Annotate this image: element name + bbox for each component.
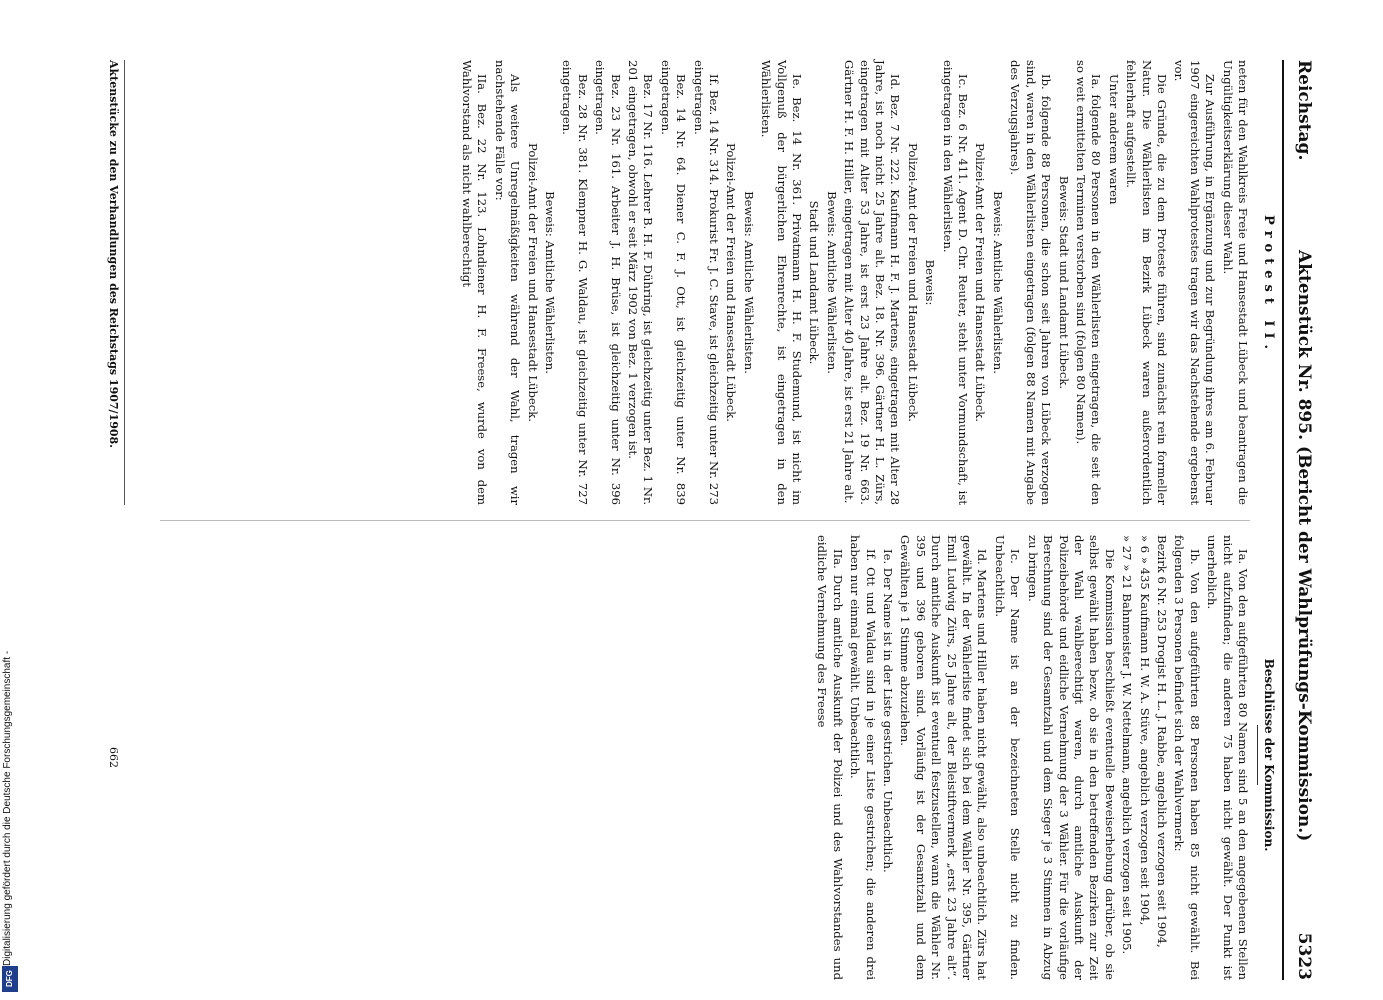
paragraph: Als weitere Unregelmäßigkeiten während der Wahl, tragen wir nachstehende Fälle vor: (492, 60, 523, 505)
paragraph: IIa. Durch amtliche Auskunft der Polizei und des Wahlvorstandes und eidliche Vernehmung des Freese (815, 535, 845, 980)
paragraph: Bez. 23 Nr. 161. Arbeiter J. H. Brüse, ist gleichzeitig unter Nr. 396 eingetragen. (593, 60, 623, 505)
footer-page-number: 662 (107, 747, 120, 768)
paragraph: Polizei-Amt der Freien und Hansestadt Lübeck. (525, 143, 540, 422)
paragraph: Die Gründe, die zu dem Proteste führen, sind zunächst rein formeller Natur. Die Wählerlisten im Bezirk Lübeck waren außerordentlich fehlerhaft aufgestellt. (1124, 60, 1169, 505)
paragraph: Ia. folgende 80 Personen in den Wählerlisten eingetragen, die seit den so weit ermittelten Terminen verstorben sind (folgen 80 Namen). (1073, 60, 1104, 505)
document-page (80, 60, 1320, 980)
paragraph: If. Ott und Waldau sind in je einer Liste gestrichen; die anderen drei haben nur einmal gewählt. Unbeachtlich. (848, 535, 878, 980)
paragraph: Zur Ausführung, in Ergänzung und zur Begründung ihres am 6. Februar 1907 eingereichten Wahlprotestes tragen wir das Nachstehende ergebenst vor. (1172, 60, 1218, 505)
page-number: 5323 (1294, 932, 1314, 980)
paragraph: Polizei-Amt der Freien und Hansestadt Lübeck. (905, 143, 920, 422)
paragraph: neten für den Wahlkreis Freie und Hansestadt Lübeck und beantragen die Ungültigkeitserklärung dieser Wahl. (1220, 60, 1250, 505)
paragraph: Bez. 28 Nr. 381. Klempner H. G. Waldau, ist gleichzeitig unter Nr. 727 eingetragen. (560, 60, 590, 505)
paragraph: » 6 » 435 Kaufmann H. W. A. Stüve, angeblich verzogen seit 1904, (1137, 535, 1152, 926)
paragraph: IIa. Bez. 22 Nr. 123. Lohndiener H. F. Freese, wurde von dem Wahlvorstand als nicht wahlberechtigt (459, 60, 490, 505)
paragraph: Beweis: Amtliche Wählerlisten. (741, 191, 756, 374)
paragraph: Ib. Von den aufgeführten 88 Personen haben 85 nicht gewählt. Bei folgenden 3 Personen befindet sich der Wahlvermerk: (1172, 535, 1202, 980)
digitization-note: Digitalisierung gefördert durch die Deutsche Forschungsgemeinschaft - (2, 650, 13, 966)
right-column-heading: Beschlüsse der Kommission. (1262, 658, 1276, 852)
left-column (457, 60, 1251, 505)
paragraph: Beweis: Amtliche Wählerlisten. (824, 191, 839, 374)
paragraph: Bez. 14 Nr. 64. Diener C. F. J. Ott, ist gleichzeitig unter Nr. 839 eingetragen. (658, 60, 689, 505)
dfg-logo: DFG (2, 966, 18, 992)
column-divider (160, 520, 1250, 521)
left-column-heading: Protest II. (1261, 214, 1276, 356)
right-column (812, 535, 1250, 980)
digitization-sidebar (2, 6, 22, 986)
paragraph: Beweis: Stadt und Landamt Lübeck. (1056, 175, 1071, 390)
page-header (1286, 60, 1320, 980)
footer-rule (124, 60, 125, 505)
paragraph: Ie. Der Name ist in der Liste gestrichen. Unbeachtlich. (881, 549, 896, 873)
paragraph: Die Kommission beschließt eventuelle Beweiserhebung darüber, ob sie selbst gewählt haben bezw. ob sie in den betreffenden Bezirken zur Zeit der Wahl wahlberechtigt waren, durch amtliche Auskunft der Polizeibehörde und eidliche Vernehmung der 3 Wähler. Für die vorläufige Berechnung sind der Gesamtzahl und dem Sieger je 3 Stimmen in Abzug zu bringen. (1025, 535, 1117, 980)
paragraph: Id. Bez. 7 Nr. 222. Kaufmann H. F. J. Martens, eingetragen mit Alter 28 Jahre, ist noch nicht 25 Jahre alt. Bez. 18. Nr. 396. Gärtner H. L. Zürs, eingetragen mit Alter 53 Jahre, ist erst 23 Jahre alt. Bez. 19 Nr. 663. Gärtner H. F. H. Hiller, eingetragen mit Alter 40 Jahre, ist erst 21 Jahre alt. (842, 60, 903, 505)
paragraph: Polizei-Amt der Freien und Hansestadt Lübeck. (973, 143, 988, 422)
paragraph: Polizei-Amt der Freien und Hansestadt Lübeck. (724, 143, 739, 422)
footer-source: Aktenstücke zu den Verhandlungen des Reichstags 1907/1908. (107, 60, 120, 448)
paragraph: Ib. folgende 88 Personen, die schon seit Jahren von Lübeck verzogen sind, waren in den Wählerlisten eingetragen (folgen 88 Namen mit Angabe des Verzugsjahres). (1008, 60, 1054, 505)
paragraph: Ie. Bez. 14 Nr. 361. Privatmann H. H. F. Studemund, ist nicht im Vollgenuß der bürgerlichen Ehrenrechte, ist eingetragen in den Wählerlisten. (759, 60, 805, 505)
header-rule (1282, 60, 1284, 980)
paragraph: Bezirk 6 Nr. 253 Drogist H. L. J. Rabbe, angeblich verzogen seit 1904, (1154, 535, 1169, 948)
paragraph: Ic. Bez. 6 Nr. 411. Agent D. Chr. Reuter, steht unter Vormundschaft, ist eingetragen in den Wählerlisten. (940, 60, 971, 505)
header-left: Reichstag. (1294, 60, 1314, 161)
paragraph: Unter anderem waren (1106, 74, 1121, 205)
paragraph: Beweis: Amtliche Wählerlisten. (542, 191, 557, 374)
paragraph: Id. Martens und Hiller haben nicht gewählt, also unbeachtlich. Zürs hat gewählt. In der Wählerliste findet sich bei dem Wähler Nr. 395, Gärtner Emil Ludwig Zürs, 25 Jahre alt, der Bleistiftvermerk „erst 23 Jahre alt“. Durch amtliche Auskunft ist eventuell festzustellen, wann die Wähler Nr. 395 und 396 geboren sind. Vorläufig ist der Gesamtzahl und dem Gewählten je 1 Stimme abzuziehen. (898, 535, 990, 980)
header-title: Aktenstück Nr. 895. (Bericht der Wahlprüfungs-Kommission.) (1294, 250, 1314, 842)
paragraph: If. Bez. 14 Nr. 314. Prokurist Fr. J. C. Stave, ist gleichzeitig unter Nr. 273 eingetragen. (691, 60, 721, 505)
paragraph: » 27 » 21 Bahnmeister J. W. Nettelmann, angeblich verzogen seit 1905. (1120, 535, 1135, 955)
paragraph: Stadt und Landamt Lübeck. (807, 200, 822, 365)
paragraph: Beweis: (923, 259, 938, 306)
paragraph: Ic. Der Name ist an der bezeichneten Stelle nicht zu finden. Unbeachtlich. (992, 535, 1023, 980)
subheading-rule (1257, 725, 1258, 785)
paragraph: Bez. 17 Nr. 116. Lehrer B. H. F. Dühring, ist gleichzeitig unter Bez. 1 Nr. 201 eingetragen, obwohl er seit März 1902 von Bez. 1 verzogen ist. (625, 60, 656, 505)
paragraph: Ia. Von den aufgeführten 80 Namen sind 5 an den angegebenen Stellen nicht aufzufinden; die anderen 75 haben nicht gewählt. Der Punkt ist unerheblich. (1205, 535, 1250, 980)
paragraph: Beweis: Amtliche Wählerlisten. (990, 191, 1005, 374)
